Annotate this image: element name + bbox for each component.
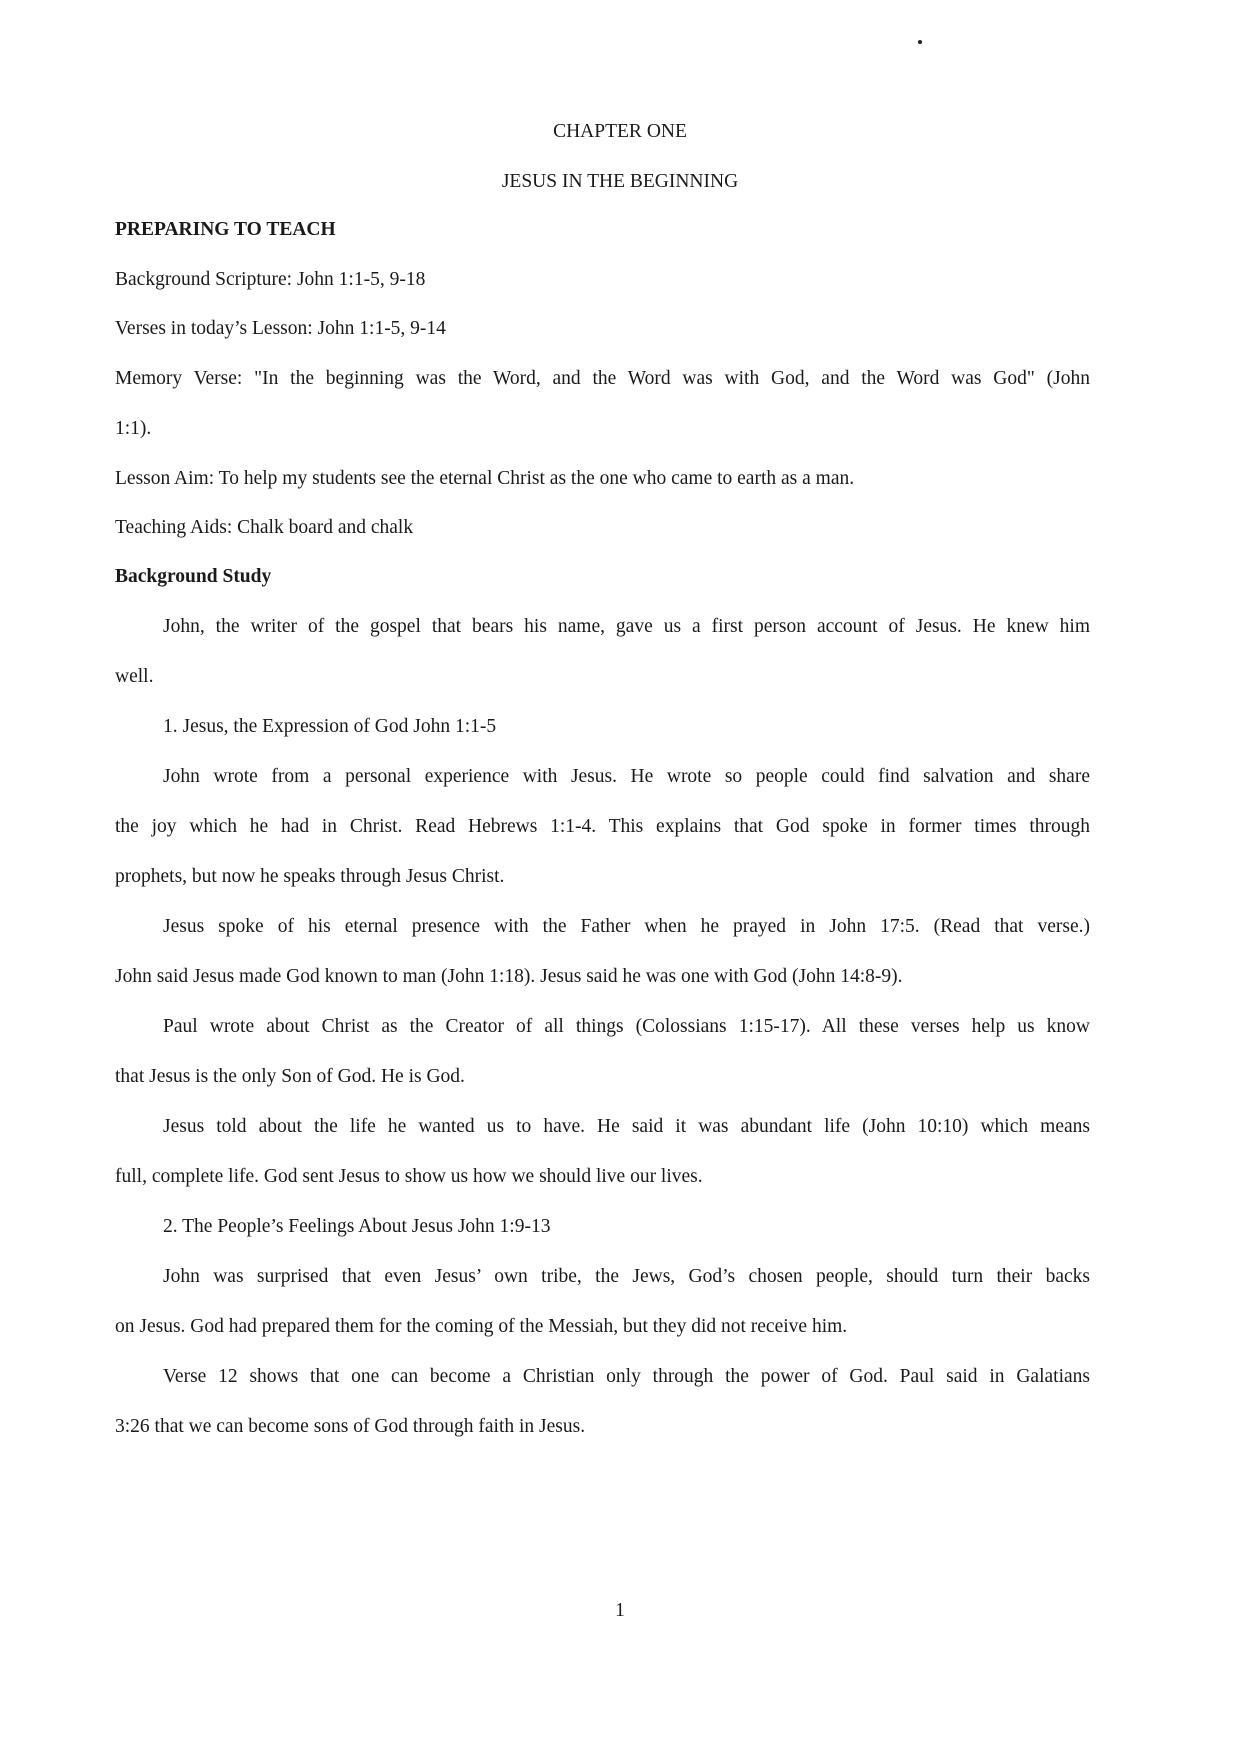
intro-line-2: well.	[115, 666, 154, 687]
background-study-heading: Background Study	[115, 566, 272, 587]
paragraph-5-line-2: on Jesus. God had prepared them for the coming of the Messiah, but they did not receive him.	[115, 1316, 848, 1337]
paragraph-6-line-1: Verse 12 shows that one can become a Christian only through the power of God. Paul said in Galatians	[163, 1366, 1090, 1387]
paragraph-3-line-1: Paul wrote about Christ as the Creator of all things (Colossians 1:15-17). All these verses help us know	[163, 1016, 1090, 1037]
paragraph-6-line-2: 3:26 that we can become sons of God through faith in Jesus.	[115, 1416, 586, 1437]
paragraph-4-line-1: Jesus told about the life he wanted us to have. He said it was abundant life (John 10:10) which means	[163, 1116, 1090, 1137]
verses-in-lesson: Verses in today’s Lesson: John 1:1-5, 9-14	[115, 318, 446, 339]
preparing-heading: PREPARING TO TEACH	[115, 219, 336, 240]
point-1-heading: 1. Jesus, the Expression of God John 1:1-5	[163, 716, 497, 737]
chapter-number-heading: CHAPTER ONE	[553, 121, 687, 142]
paragraph-5-line-1: John was surprised that even Jesus’ own tribe, the Jews, God’s chosen people, should turn their backs	[163, 1266, 1090, 1287]
intro-line-1: John, the writer of the gospel that bears his name, gave us a first person account of Jesus. He knew him	[163, 616, 1090, 637]
teaching-aids: Teaching Aids: Chalk board and chalk	[115, 517, 414, 538]
paragraph-2-line-1: Jesus spoke of his eternal presence with the Father when he prayed in John 17:5. (Read that verse.)	[163, 916, 1090, 937]
memory-verse-line-1: Memory Verse: "In the beginning was the Word, and the Word was with God, and the Word was God" (John	[115, 368, 1090, 389]
paragraph-4-line-2: full, complete life. God sent Jesus to show us how we should live our lives.	[115, 1166, 703, 1187]
lesson-aim: Lesson Aim: To help my students see the eternal Christ as the one who came to earth as a man.	[115, 468, 855, 489]
chapter-title: JESUS IN THE BEGINNING	[501, 171, 739, 192]
paragraph-1-line-2: the joy which he had in Christ. Read Hebrews 1:1-4. This explains that God spoke in former times through	[115, 816, 1090, 837]
paragraph-3-line-2: that Jesus is the only Son of God. He is God.	[115, 1066, 465, 1087]
background-scripture: Background Scripture: John 1:1-5, 9-18	[115, 269, 426, 290]
memory-verse-line-2: 1:1).	[115, 418, 152, 439]
paragraph-2-line-2: John said Jesus made God known to man (John 1:18). Jesus said he was one with God (John 14:8-9).	[115, 966, 903, 987]
point-2-heading: 2. The People’s Feelings About Jesus John 1:9-13	[163, 1216, 551, 1237]
paragraph-1-line-1: John wrote from a personal experience with Jesus. He wrote so people could find salvation and share	[163, 766, 1090, 787]
page-number: 1	[615, 1600, 625, 1621]
paragraph-1-line-3: prophets, but now he speaks through Jesus Christ.	[115, 866, 505, 887]
